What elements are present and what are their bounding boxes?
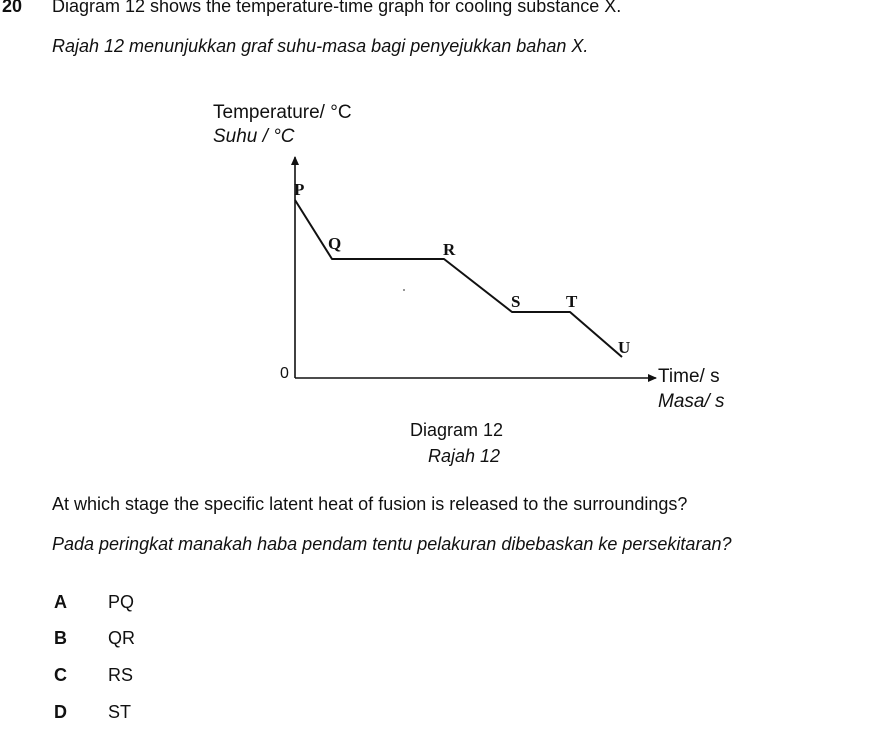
point-label-t: T xyxy=(566,292,578,311)
option-letter: B xyxy=(54,628,67,648)
point-label-q: Q xyxy=(328,234,342,253)
option-letter: C xyxy=(54,665,67,685)
prompt-text-english: At which stage the specific latent heat of fusion is released to the surroundings? xyxy=(52,494,688,514)
x-axis-label-malay: Masa/ s xyxy=(658,391,725,412)
x-axis-label-english: Time/ s xyxy=(658,366,720,387)
option-b[interactable] xyxy=(54,628,135,649)
point-label-r: R xyxy=(443,240,456,259)
point-label-s: S xyxy=(511,292,521,311)
origin-label: 0 xyxy=(280,365,289,382)
option-letter: D xyxy=(54,702,67,722)
diagram-caption-english: Diagram 12 xyxy=(410,420,504,440)
option-c[interactable] xyxy=(54,665,133,686)
option-text: ST xyxy=(108,702,132,722)
question-text-malay: Rajah 12 menunjukkan graf suhu-masa bagi penyejukkan bahan X. xyxy=(52,36,589,56)
option-d[interactable] xyxy=(54,702,131,723)
point-label-p: P xyxy=(294,180,305,199)
cooling-curve xyxy=(295,200,622,357)
option-text: PQ xyxy=(108,592,135,612)
y-axis-label-english: Temperature/ °C xyxy=(213,102,352,123)
diagram-caption-malay: Rajah 12 xyxy=(428,446,501,466)
option-letter: A xyxy=(54,592,67,612)
point-label-u: U xyxy=(618,338,631,357)
option-text: RS xyxy=(108,665,134,685)
graph-speck xyxy=(403,289,405,291)
y-axis-label-malay: Suhu / °C xyxy=(213,126,295,147)
question-text-english: Diagram 12 shows the temperature-time graph for cooling substance X. xyxy=(52,0,622,16)
option-text: QR xyxy=(108,628,135,648)
option-a[interactable] xyxy=(54,592,134,613)
question-number: 20 xyxy=(2,0,23,16)
prompt-text-malay: Pada peringkat manakah haba pendam tentu pelakuran dibebaskan ke persekitaran? xyxy=(52,534,732,554)
